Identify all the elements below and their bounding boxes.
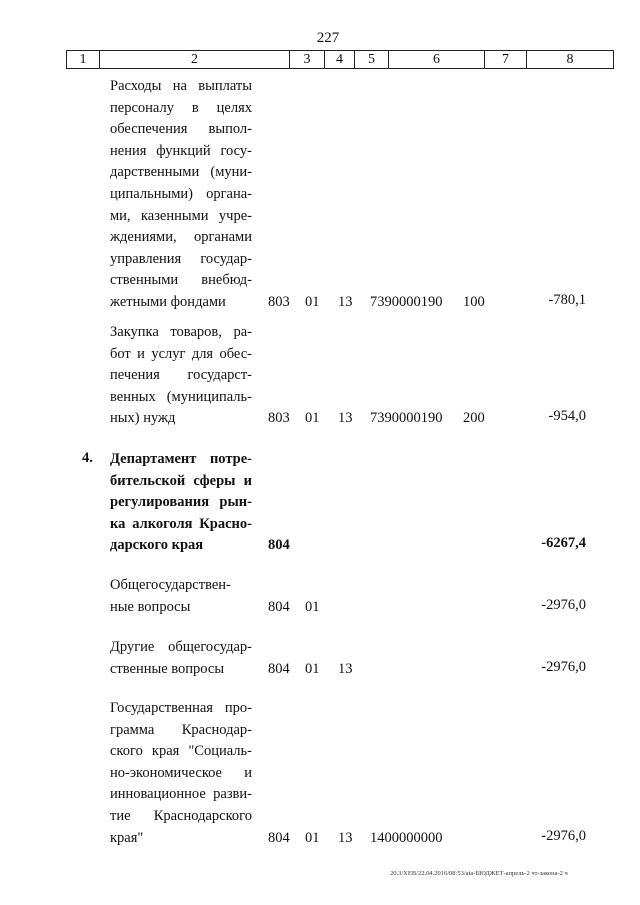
cell-subsection: 13 (338, 660, 353, 677)
row-description (110, 575, 252, 618)
description-line: тие Краснодарского (110, 807, 252, 824)
cell-expense-type: 100 (463, 294, 485, 310)
cell-ministry: 803 (268, 294, 290, 310)
cell-subsection: 13 (338, 410, 353, 427)
header-col-8: 8 (566, 52, 574, 67)
description-line: жетными фондами (110, 293, 226, 310)
description-line: нения функций госу- (110, 142, 252, 159)
page-number: 227 (316, 30, 340, 46)
description-line: Расходы на выплаты (110, 78, 252, 94)
description-line: Общегосударствен- (110, 577, 231, 593)
header-col-3: 3 (290, 51, 325, 68)
footer-stamp: 20.3/XEB/22.04.2016/08:53/ata-БЮДЖЕТ-апрель-2 чт-закона-2 ч (390, 870, 568, 877)
description-line: ждениями, органами (110, 229, 252, 246)
cell-section: 01 (305, 294, 320, 310)
description-line: регулирования рын- (110, 494, 252, 511)
header-col-2: 2 (100, 51, 290, 68)
cell-subsection: 13 (338, 294, 353, 310)
description-line: ского края "Социаль- (110, 743, 252, 760)
description-line: управления государ- (110, 250, 252, 267)
description-line: инновационное разви- (110, 786, 252, 803)
description-line: грамма Краснодар- (110, 721, 252, 738)
cell-target-article: 7390000190 (370, 410, 443, 427)
cell-section: 01 (305, 829, 320, 846)
description-line: ми, казенными учре- (110, 207, 252, 224)
cell-section: 01 (305, 410, 320, 427)
description-line: ственными внебюд- (110, 272, 252, 289)
header-col-5: 5 (355, 51, 389, 68)
cell-target-article: 1400000000 (370, 829, 443, 846)
cell-ministry: 804 (268, 660, 290, 677)
cell-amount: -6267,4 (541, 535, 586, 552)
header-col-7: 7 (485, 51, 527, 68)
description-line: ка алкоголя Красно- (110, 515, 252, 532)
description-line: но-экономическое и (110, 764, 252, 781)
cell-expense-type: 200 (463, 410, 485, 427)
description-line: дарственными (муни- (110, 164, 252, 181)
cell-amount: -954,0 (548, 408, 586, 425)
cell-amount: -2976,0 (541, 827, 586, 844)
description-line: венных (муниципаль- (110, 388, 252, 405)
description-line: ные вопросы (110, 598, 191, 615)
cell-ministry: 804 (268, 829, 290, 846)
description-line: обеспечения выпол- (110, 121, 252, 138)
description-line: бительской сферы и (110, 472, 252, 489)
header-col-1: 1 (67, 51, 100, 68)
row-number: 4. (82, 450, 93, 466)
header-col-4: 4 (325, 51, 355, 68)
cell-section: 01 (305, 660, 320, 677)
row-description (110, 322, 252, 430)
cell-target-article: 7390000190 (370, 294, 443, 310)
row-description (110, 449, 252, 557)
description-line: ципальными) органа- (110, 185, 252, 202)
description-line: персоналу в целях (110, 99, 252, 116)
description-line: Департамент потре- (110, 451, 252, 467)
row-description (110, 637, 252, 680)
cell-ministry: 803 (268, 410, 290, 427)
description-line: ных) нужд (110, 410, 176, 427)
cell-amount: -2976,0 (541, 596, 586, 613)
cell-ministry: 804 (268, 598, 290, 615)
row-description (110, 76, 252, 314)
cell-section: 01 (305, 598, 320, 615)
description-line: Государственная про- (110, 700, 252, 716)
description-line: дарского края (110, 537, 204, 554)
row-description (110, 698, 252, 849)
header-col-6: 6 (389, 51, 485, 68)
description-line: Закупка товаров, ра- (110, 324, 252, 340)
cell-ministry: 804 (268, 537, 290, 554)
cell-amount: -780,1 (548, 292, 586, 308)
description-line: печения государст- (110, 367, 252, 384)
description-line: края" (110, 829, 144, 846)
cell-amount: -2976,0 (541, 658, 586, 675)
cell-subsection: 13 (338, 829, 353, 846)
description-line: Другие общегосудар- (110, 639, 252, 655)
description-line: ственные вопросы (110, 660, 225, 677)
description-line: бот и услуг для обес- (110, 345, 252, 362)
